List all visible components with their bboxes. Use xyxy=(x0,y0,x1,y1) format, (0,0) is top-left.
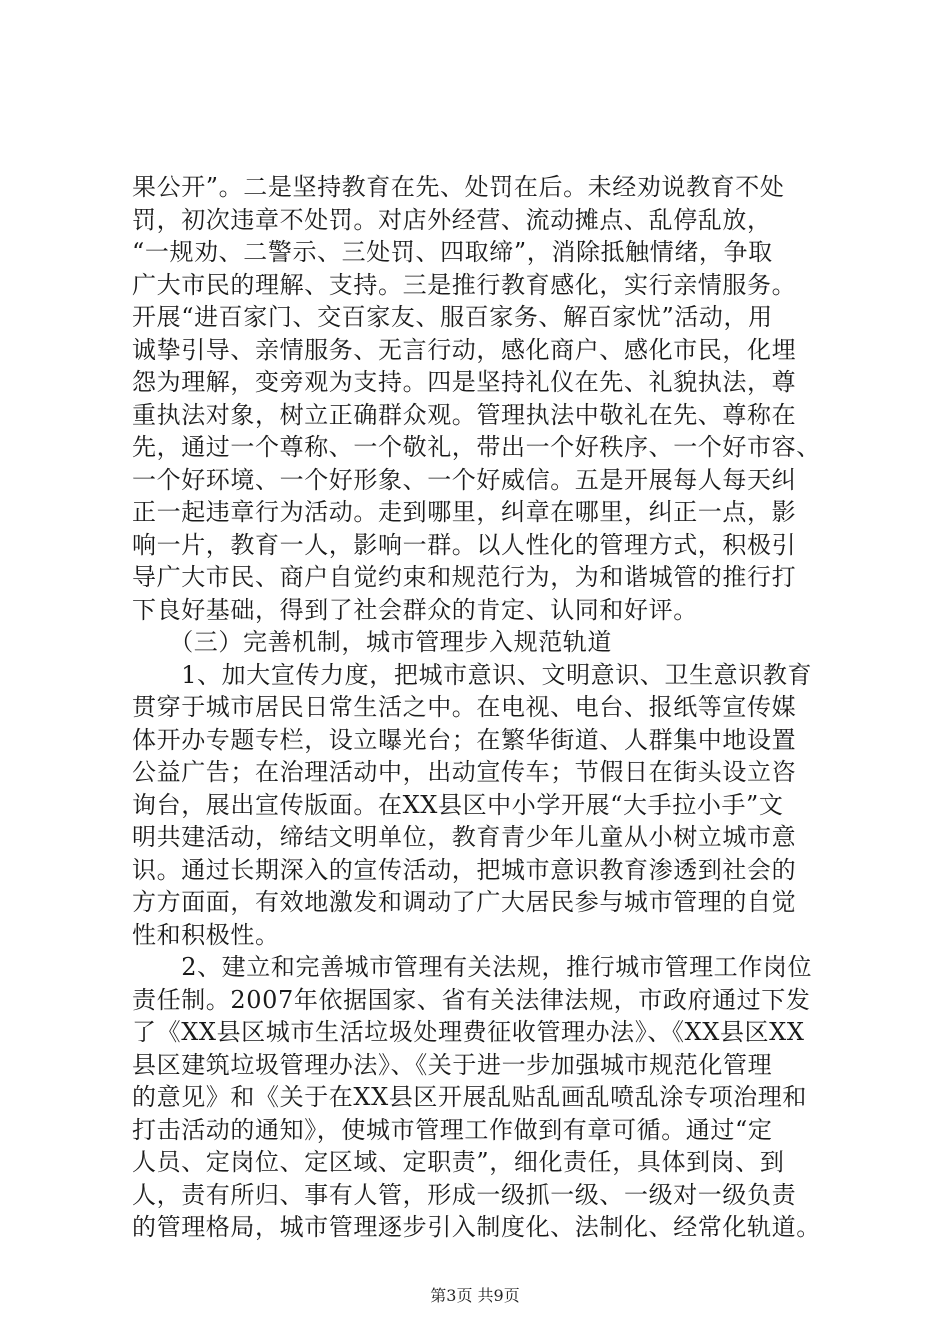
text-line: 果公开”。二是坚持教育在先、处罚在后。未经劝说教育不处 xyxy=(132,173,785,201)
text-line: 明共建活动，缔结文明单位，教育青少年儿童从小树立城市意 xyxy=(132,823,797,851)
text-line: 开展“进百家门、交百家友、服百家务、解百家忧”活动，用 xyxy=(132,303,773,331)
text-line: 罚，初次违章不处罚。对店外经营、流动摊点、乱停乱放， xyxy=(132,205,772,234)
text-line: “一规劝、二警示、三处罚、四取缔”，消除抵触情绪，争取 xyxy=(132,238,773,266)
text-line: 响一片，教育一人，影响一群。以人性化的管理方式，积极引 xyxy=(132,530,797,559)
text-line: 正一起违章行为活动。走到哪里，纠章在哪里，纠正一点，影 xyxy=(132,498,797,526)
text-line: 贯穿于城市居民日常生活之中。在电视、电台、报纸等宣传媒 xyxy=(132,693,797,721)
document-body xyxy=(132,171,832,1244)
text-line: 诚挚引导、亲情服务、无言行动，感化商户、感化市民，化埋 xyxy=(132,335,797,364)
section-heading: （三）完善机制，城市管理步入规范轨道 xyxy=(132,628,612,656)
text-line: 识。通过长期深入的宣传活动，把城市意识教育渗透到社会的 xyxy=(132,855,797,884)
text-line: 1、加大宣传力度，把城市意识、文明意识、卫生意识教育 xyxy=(132,660,813,689)
text-line: 重执法对象，树立正确群众观。管理执法中敬礼在先、尊称在 xyxy=(132,400,797,429)
text-line: 怨为理解，变旁观为支持。四是坚持礼仪在先、礼貌执法，尊 xyxy=(132,368,797,396)
text-line: 性和积极性。 xyxy=(132,920,280,949)
text-line: 2、建立和完善城市管理有关法规，推行城市管理工作岗位 xyxy=(132,953,813,981)
text-line: 打击活动的通知》，使城市管理工作做到有章可循。通过“定 xyxy=(132,1115,773,1144)
text-line: 导广大市民、商户自觉约束和规范行为，为和谐城管的推行打 xyxy=(132,563,797,591)
text-line: 广大市民的理解、支持。三是推行教育感化，实行亲情服务。 xyxy=(132,270,797,299)
text-line: 询台，展出宣传版面。在XX县区中小学开展“大手拉小手”文 xyxy=(132,790,784,819)
text-line: 方方面面，有效地激发和调动了广大居民参与城市管理的自觉 xyxy=(132,888,797,916)
text-line: 体开办专题专栏，设立曝光台；在繁华街道、人群集中地设置 xyxy=(132,725,797,754)
text-line: 下良好基础，得到了社会群众的肯定、认同和好评。 xyxy=(132,595,698,624)
text-line: 的管理格局，城市管理逐步引入制度化、法制化、经常化轨道。 xyxy=(132,1213,821,1241)
text-line: 人员、定岗位、定区域、定职责”，细化责任，具体到岗、到 xyxy=(132,1148,785,1176)
text-line: 的意见》和《关于在XX县区开展乱贴乱画乱喷乱涂专项治理和 xyxy=(132,1083,807,1111)
text-line: 人，责有所归、事有人管，形成一级抓一级、一级对一级负责 xyxy=(132,1180,797,1209)
text-line: 了《XX县区城市生活垃圾处理费征收管理办法》、《XX县区XX xyxy=(132,1018,805,1046)
text-line: 县区建筑垃圾管理办法》、《关于进一步加强城市规范化管理 xyxy=(132,1050,773,1079)
page-number-footer: 第3页 共9页 xyxy=(430,1286,520,1305)
text-line: 一个好环境、一个好形象、一个好威信。五是开展每人每天纠 xyxy=(132,465,797,494)
text-line: 责任制。2007年依据国家、省有关法律法规，市政府通过下发 xyxy=(132,985,811,1014)
text-line: 先，通过一个尊称、一个敬礼，带出一个好秩序、一个好市容、 xyxy=(132,433,821,461)
text-line: 公益广告；在治理活动中，出动宣传车；节假日在街头设立咨 xyxy=(132,758,797,786)
